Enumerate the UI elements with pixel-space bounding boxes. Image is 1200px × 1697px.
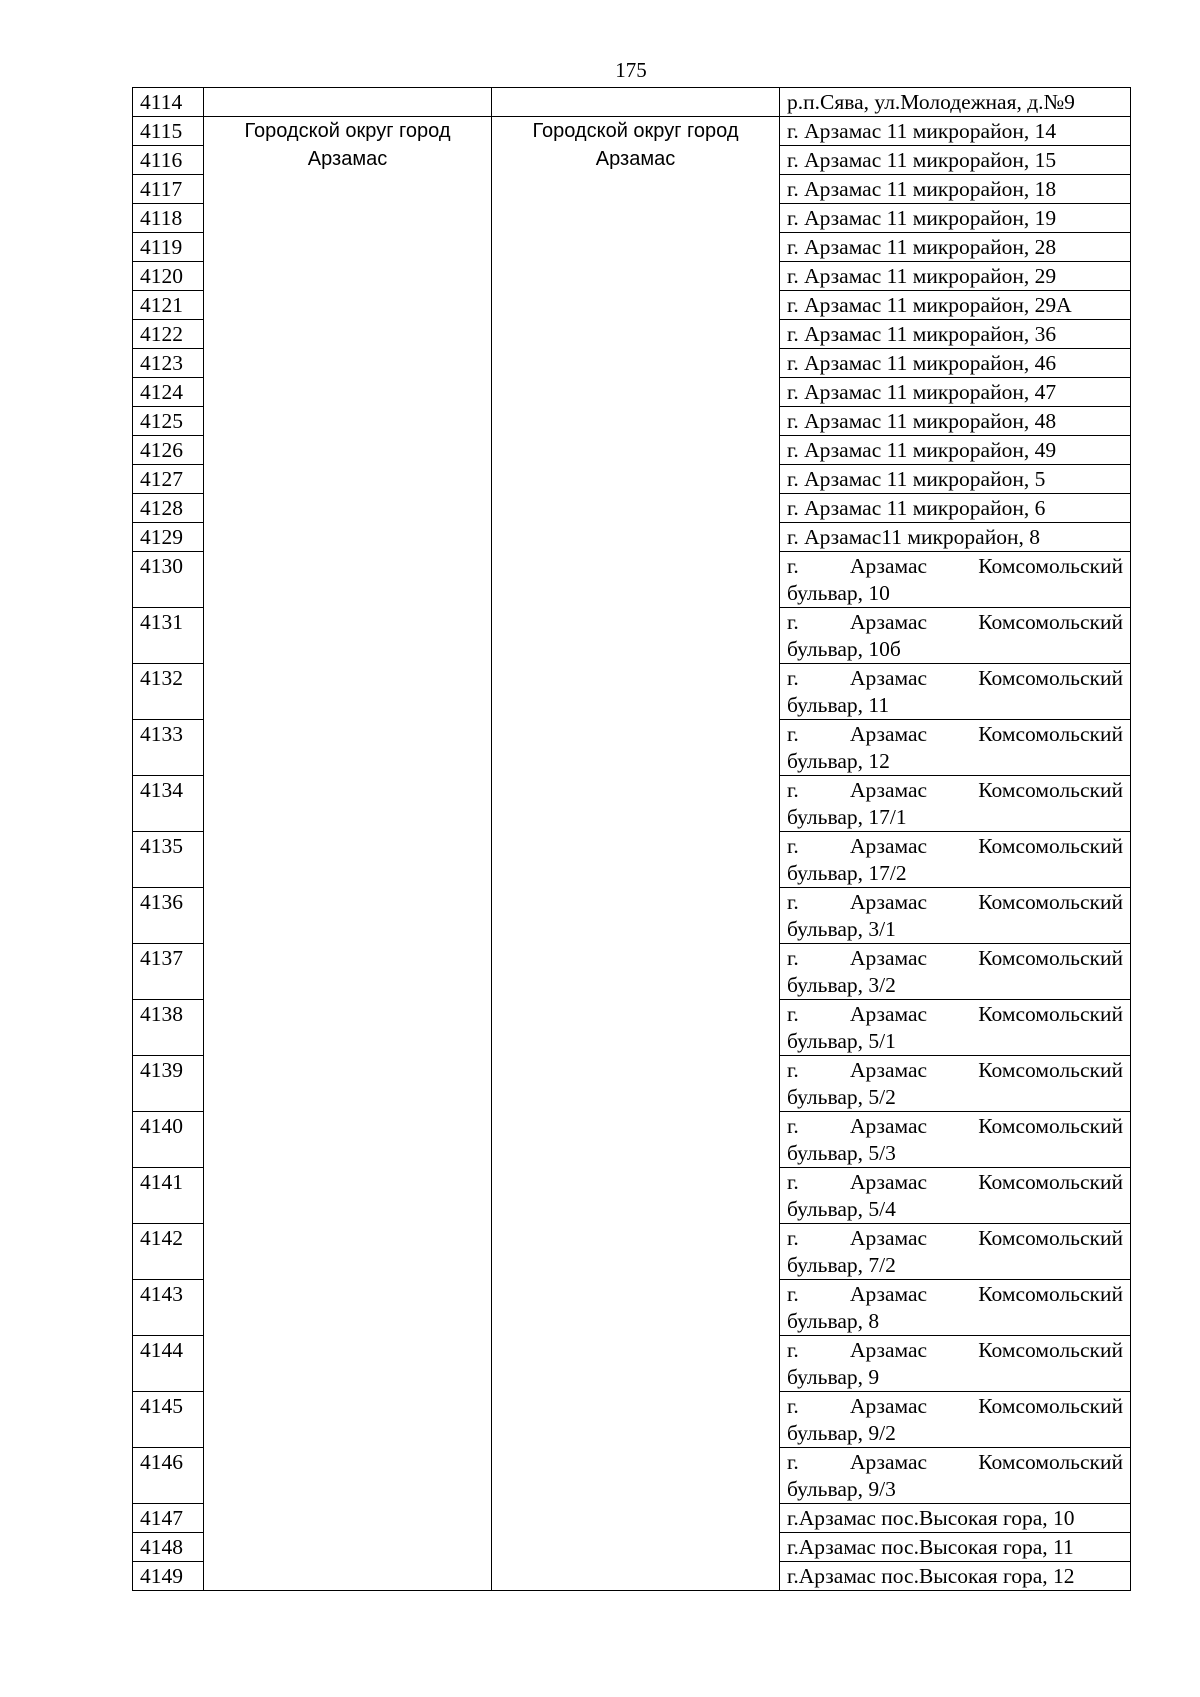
address-line-2: бульвар, 12	[787, 749, 890, 773]
row-number-cell: 4138	[133, 1000, 204, 1056]
address-word: Арзамас	[849, 666, 928, 690]
address-word: Комсомольский	[978, 1002, 1123, 1026]
address-line-1	[787, 1000, 1123, 1028]
address-cell: г. Арзамас 11 микрорайон, 15	[780, 146, 1131, 175]
address-word: Комсомольский	[978, 1170, 1123, 1194]
address-word: Комсомольский	[978, 1282, 1123, 1306]
address-cell	[780, 1112, 1131, 1168]
row-number-cell: 4114	[133, 88, 204, 117]
address-line-1	[787, 1112, 1123, 1140]
row-number-cell: 4134	[133, 776, 204, 832]
address-word: Арзамас	[849, 554, 928, 578]
address-word: Комсомольский	[978, 1058, 1123, 1082]
row-number-cell: 4147	[133, 1504, 204, 1533]
empty-municipality-cell	[492, 88, 780, 117]
row-number-cell: 4144	[133, 1336, 204, 1392]
address-cell: г. Арзамас 11 микрорайон, 49	[780, 436, 1131, 465]
address-line-1	[787, 720, 1123, 748]
row-number-cell: 4143	[133, 1280, 204, 1336]
row-number-cell: 4133	[133, 720, 204, 776]
address-line-1	[787, 664, 1123, 692]
address-word: Комсомольский	[978, 554, 1123, 578]
address-word: г.	[787, 1450, 799, 1474]
address-cell	[780, 1448, 1131, 1504]
row-number-cell: 4116	[133, 146, 204, 175]
row-number-cell: 4126	[133, 436, 204, 465]
address-cell	[780, 1000, 1131, 1056]
address-cell	[780, 1224, 1131, 1280]
row-number-cell: 4118	[133, 204, 204, 233]
address-word: Арзамас	[849, 1450, 928, 1474]
row-number-cell: 4137	[133, 944, 204, 1000]
row-number-cell: 4130	[133, 552, 204, 608]
address-word: Комсомольский	[978, 1338, 1123, 1362]
address-cell: г. Арзамас 11 микрорайон, 29А	[780, 291, 1131, 320]
row-number-cell: 4115	[133, 117, 204, 146]
row-number-cell: 4129	[133, 523, 204, 552]
address-line-1	[787, 944, 1123, 972]
address-cell: г. Арзамас 11 микрорайон, 46	[780, 349, 1131, 378]
address-line-1	[787, 1448, 1123, 1476]
address-line-2: бульвар, 10	[787, 581, 890, 605]
municipality-merged-cell: Городской округ город Арзамас	[492, 117, 780, 1591]
row-number-cell: 4128	[133, 494, 204, 523]
address-line-2: бульвар, 17/2	[787, 861, 907, 885]
address-cell: г. Арзамас 11 микрорайон, 48	[780, 407, 1131, 436]
row-number-cell: 4119	[133, 233, 204, 262]
address-word: Комсомольский	[978, 778, 1123, 802]
address-cell	[780, 720, 1131, 776]
row-number-cell: 4125	[133, 407, 204, 436]
empty-district-cell	[204, 88, 492, 117]
row-number-cell: 4135	[133, 832, 204, 888]
address-cell: г. Арзамас 11 микрорайон, 5	[780, 465, 1131, 494]
address-line-2: бульвар, 5/4	[787, 1197, 896, 1221]
address-cell: р.п.Сява, ул.Молодежная, д.№9	[780, 88, 1131, 117]
address-word: Комсомольский	[978, 722, 1123, 746]
row-number-cell: 4148	[133, 1533, 204, 1562]
address-word: г.	[787, 834, 799, 858]
row-number-cell: 4146	[133, 1448, 204, 1504]
address-cell: г. Арзамас 11 микрорайон, 36	[780, 320, 1131, 349]
row-number-cell: 4136	[133, 888, 204, 944]
address-line-2: бульвар, 9/3	[787, 1477, 896, 1501]
address-cell	[780, 1392, 1131, 1448]
address-cell: г. Арзамас 11 микрорайон, 14	[780, 117, 1131, 146]
address-word: Арзамас	[849, 610, 928, 634]
address-cell: г. Арзамас11 микрорайон, 8	[780, 523, 1131, 552]
row-number-cell: 4124	[133, 378, 204, 407]
address-line-1	[787, 888, 1123, 916]
address-word: Арзамас	[849, 722, 928, 746]
address-cell: г. Арзамас 11 микрорайон, 6	[780, 494, 1131, 523]
address-cell	[780, 888, 1131, 944]
address-line-2: бульвар, 17/1	[787, 805, 907, 829]
address-word: г.	[787, 1226, 799, 1250]
address-word: г.	[787, 554, 799, 578]
address-word: Арзамас	[849, 1170, 928, 1194]
address-line-1	[787, 1224, 1123, 1252]
address-word: г.	[787, 778, 799, 802]
address-cell	[780, 1168, 1131, 1224]
address-cell	[780, 776, 1131, 832]
row-number-cell: 4121	[133, 291, 204, 320]
page-number: 175	[615, 58, 647, 82]
address-line-2: бульвар, 8	[787, 1309, 880, 1333]
address-cell: г. Арзамас 11 микрорайон, 29	[780, 262, 1131, 291]
address-table	[132, 87, 1131, 1591]
row-number-cell: 4141	[133, 1168, 204, 1224]
address-line-2: бульвар, 5/2	[787, 1085, 896, 1109]
address-word: г.	[787, 1170, 799, 1194]
address-line-2: бульвар, 9	[787, 1365, 880, 1389]
row-number-cell: 4131	[133, 608, 204, 664]
address-cell: г. Арзамас 11 микрорайон, 18	[780, 175, 1131, 204]
address-cell: г.Арзамас пос.Высокая гора, 12	[780, 1562, 1131, 1591]
address-word: Арзамас	[849, 834, 928, 858]
address-word: г.	[787, 1338, 799, 1362]
address-word: г.	[787, 722, 799, 746]
address-line-2: бульвар, 3/2	[787, 973, 896, 997]
address-line-2: бульвар, 7/2	[787, 1253, 896, 1277]
address-word: Комсомольский	[978, 890, 1123, 914]
table-row	[133, 88, 1131, 117]
address-word: Комсомольский	[978, 1114, 1123, 1138]
address-word: Арзамас	[849, 1002, 928, 1026]
address-line-1	[787, 1392, 1123, 1420]
address-cell	[780, 552, 1131, 608]
address-cell: г.Арзамас пос.Высокая гора, 11	[780, 1533, 1131, 1562]
row-number-cell: 4140	[133, 1112, 204, 1168]
address-word: Комсомольский	[978, 1394, 1123, 1418]
address-word: Арзамас	[849, 1394, 928, 1418]
address-word: Арзамас	[849, 1226, 928, 1250]
address-word: Арзамас	[849, 890, 928, 914]
address-word: г.	[787, 1002, 799, 1026]
address-line-2: бульвар, 11	[787, 693, 890, 717]
row-number-cell: 4120	[133, 262, 204, 291]
row-number-cell: 4149	[133, 1562, 204, 1591]
row-number-cell: 4122	[133, 320, 204, 349]
address-word: Арзамас	[849, 1114, 928, 1138]
address-cell: г. Арзамас 11 микрорайон, 28	[780, 233, 1131, 262]
address-line-1	[787, 552, 1123, 580]
address-line-1	[787, 1168, 1123, 1196]
row-number-cell: 4139	[133, 1056, 204, 1112]
address-cell	[780, 944, 1131, 1000]
row-number-cell: 4127	[133, 465, 204, 494]
address-cell	[780, 832, 1131, 888]
row-number-cell: 4132	[133, 664, 204, 720]
address-cell: г. Арзамас 11 микрорайон, 19	[780, 204, 1131, 233]
address-cell: г.Арзамас пос.Высокая гора, 10	[780, 1504, 1131, 1533]
address-word: Комсомольский	[978, 946, 1123, 970]
address-cell	[780, 1280, 1131, 1336]
address-line-1	[787, 832, 1123, 860]
address-word: Арзамас	[849, 1338, 928, 1362]
address-line-2: бульвар, 9/2	[787, 1421, 896, 1445]
address-line-1	[787, 1056, 1123, 1084]
district-merged-cell: Городской округ город Арзамас	[204, 117, 492, 1591]
table-row	[133, 117, 1131, 146]
address-line-2: бульвар, 5/1	[787, 1029, 896, 1053]
address-table-body	[133, 88, 1131, 1591]
address-word: г.	[787, 1114, 799, 1138]
address-word: г.	[787, 1058, 799, 1082]
address-line-1	[787, 776, 1123, 804]
address-word: г.	[787, 946, 799, 970]
address-word: Комсомольский	[978, 834, 1123, 858]
address-word: г.	[787, 666, 799, 690]
address-line-2: бульвар, 10б	[787, 637, 901, 661]
address-word: Комсомольский	[978, 666, 1123, 690]
row-number-cell: 4117	[133, 175, 204, 204]
address-cell	[780, 1056, 1131, 1112]
row-number-cell: 4145	[133, 1392, 204, 1448]
address-cell	[780, 664, 1131, 720]
address-line-2: бульвар, 5/3	[787, 1141, 896, 1165]
row-number-cell: 4142	[133, 1224, 204, 1280]
address-word: г.	[787, 890, 799, 914]
address-word: Арзамас	[849, 946, 928, 970]
address-word: Комсомольский	[978, 1450, 1123, 1474]
address-cell: г. Арзамас 11 микрорайон, 47	[780, 378, 1131, 407]
address-word: Комсомольский	[978, 610, 1123, 634]
address-cell	[780, 1336, 1131, 1392]
address-line-1	[787, 608, 1123, 636]
address-word: Комсомольский	[978, 1226, 1123, 1250]
address-line-2: бульвар, 3/1	[787, 917, 896, 941]
address-word: Арзамас	[849, 778, 928, 802]
address-word: г.	[787, 1394, 799, 1418]
row-number-cell: 4123	[133, 349, 204, 378]
address-word: Арзамас	[849, 1058, 928, 1082]
address-word: г.	[787, 1282, 799, 1306]
address-word: Арзамас	[849, 1282, 928, 1306]
address-line-1	[787, 1280, 1123, 1308]
address-cell	[780, 608, 1131, 664]
address-line-1	[787, 1336, 1123, 1364]
address-word: г.	[787, 610, 799, 634]
